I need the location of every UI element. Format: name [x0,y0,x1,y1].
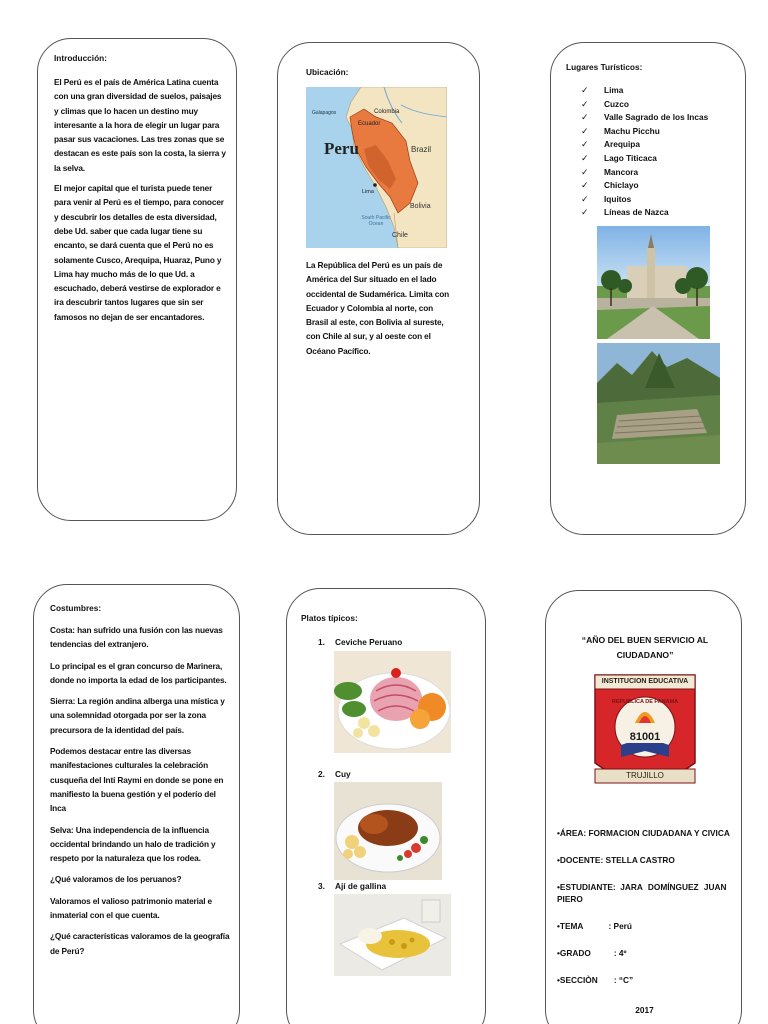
crest-number: 81001 [623,731,667,743]
peru-map [306,87,447,248]
panel-lugares-turisticos [550,42,746,535]
info-grado: •GRADO : 4º [557,948,627,958]
list-item: ✓ Chiclayo [581,179,741,193]
map-label-ocean: South Pacific Ocean [361,215,391,227]
dish-label-2: 2. Cuy [318,769,351,779]
costumbres-paragraph: Valoramos el valioso patrimonio material e inmaterial con el que cuenta. [50,895,213,921]
map-label-colombia: Colombia [374,109,400,115]
aji-de-gallina-photo [334,894,451,976]
list-item: ✓ Líneas de Nazca [581,206,741,220]
costumbres-paragraph: Selva: Una independencia de la influencia occidental brindando un halo de tradición y respeto por la naturaleza que los rodea. [50,824,216,864]
costumbres-heading: Costumbres: [50,603,102,613]
check-icon: ✓ [581,180,589,191]
cover-title: “AÑO DEL BUEN SERVICIO AL CIUDADANO” [581,635,709,660]
crest-top-text: INSTITUCION EDUCATIVA [601,678,689,685]
list-item: ✓ Valle Sagrado de los Incas [581,111,741,125]
info-estudiante: •ESTUDIANTE: JARA DOMÍNGUEZ JUAN PIERO [557,882,727,904]
lugares-heading: Lugares Turísticos: [566,62,643,72]
ubicacion-heading: Ubicación: [306,67,349,77]
ceviche-photo [334,651,451,753]
costumbres-paragraph: Costa: han sufrido una fusión con las nuevas tendencias del extranjero. [50,625,223,650]
check-icon: ✓ [581,85,589,95]
info-seccion: •SECCIÒN : “C” [557,975,634,985]
check-icon: ✓ [581,152,589,163]
costumbres-paragraph: Sierra: La región andina alberga una mística y una solemnidad otorgada por ser la zona precursora de la identidad del país. [50,696,225,735]
check-icon: ✓ [581,166,589,177]
panel-ubicacion [277,42,480,535]
map-label-bolivia: Bolivia [410,203,431,210]
cover-year: 2017 [635,1005,654,1015]
list-item: ✓ Machu Picchu [581,125,741,139]
platos-heading: Platos típicos: [301,613,358,623]
panel-platos-tipicos [286,588,486,1024]
list-item: ✓ Iquitos [581,193,741,207]
dish-label-1: 1. Ceviche Peruano [318,637,403,647]
list-item: ✓ Mancora [581,166,741,180]
school-crest [593,673,697,791]
map-label-lima: Lima [362,189,374,195]
list-item: ✓ Arequipa [581,138,741,152]
map-label-ecuador: Ecuador [358,121,381,127]
list-item: ✓ Lima [581,84,741,98]
check-icon: ✓ [581,139,589,150]
intro-paragraph-2: El mejor capital que el turista puede tener para venir al Perú es el tiempo, para conocer y descubrir los detalles de esta diversidad, debe Ud. saber que cada lugar tiene su encanto, se dará cuenta que el Perú no es solamente Cusco, Arequipa, Huaraz, Puno y Lima hay mucho más de lo que Ud. a escuchado, deberá vestirse de explorador e ira descubrir tantos lugares que sin ser famosos no dejan de ser encantadores. [54,183,224,322]
machu-picchu-photo [597,343,720,464]
costumbres-paragraph: ¿Qué valoramos de los peruanos? [50,874,182,885]
map-label-peru: Peru [324,139,359,158]
panel-introduccion [37,38,237,521]
map-label-brazil: Brazil [411,145,432,154]
ubicacion-text: La República del Perú es un país de América del Sur situado en el lado occidental de Sudamérica. Limita con Ecuador y Colombia al norte, con Brasil al este, con Bolivia al sureste, con Chile al sur, y al oeste con el Océano Pacífico. [306,260,450,356]
intro-heading: Introducción: [54,53,108,63]
info-tema: •TEMA : Perú [557,921,632,931]
costumbres-paragraph: Lo principal es el gran concurso de Marinera, donde no importa la edad de los participantes. [50,660,227,685]
panel-costumbres [33,584,240,1024]
check-icon: ✓ [581,98,589,109]
crest-city: TRUJILLO [626,771,664,780]
intro-paragraph-1: El Perú es el país de América Latina cuenta con una gran diversidad de suelos, paisajes y climas que lo hacen un destino muy interesante a la hora de elegir un lugar para pasar sus vacaciones. Las tres zonas que se destacan es este país son la costa, la sierra y la selva. [54,77,226,173]
panel-portada [545,590,742,1024]
info-area: •ÁREA: FORMACION CIUDADANA Y CIVICA [557,828,730,838]
cover-info [557,827,735,986]
costumbres-paragraph: ¿Qué características valoramos de la geografía de Perú? [50,931,230,956]
map-label-chile: Chile [392,232,408,239]
cuy-photo [334,782,442,880]
info-docente: •DOCENTE: STELLA CASTRO [557,855,675,865]
check-icon: ✓ [581,112,589,123]
check-icon: ✓ [581,207,589,218]
lima-plaza-photo [597,226,710,339]
map-label-galapagos: Galapagos [312,110,337,116]
dish-label-3: 3. Ají de gallina [318,881,387,891]
costumbres-paragraph: Podemos destacar entre las diversas manifestaciones culturales la celebración cusqueña del Inti Raymi en donde se pone en manifiesto la buena gestión y el poderío del Inca [50,746,224,814]
crest-arc-text: REPUBLICA DE PANAMA [611,699,679,705]
check-icon: ✓ [581,125,589,136]
list-item: ✓ Lago Titicaca [581,152,741,166]
check-icon: ✓ [581,193,589,204]
list-item: ✓ Cuzco [581,98,741,112]
lugares-list [581,84,741,220]
